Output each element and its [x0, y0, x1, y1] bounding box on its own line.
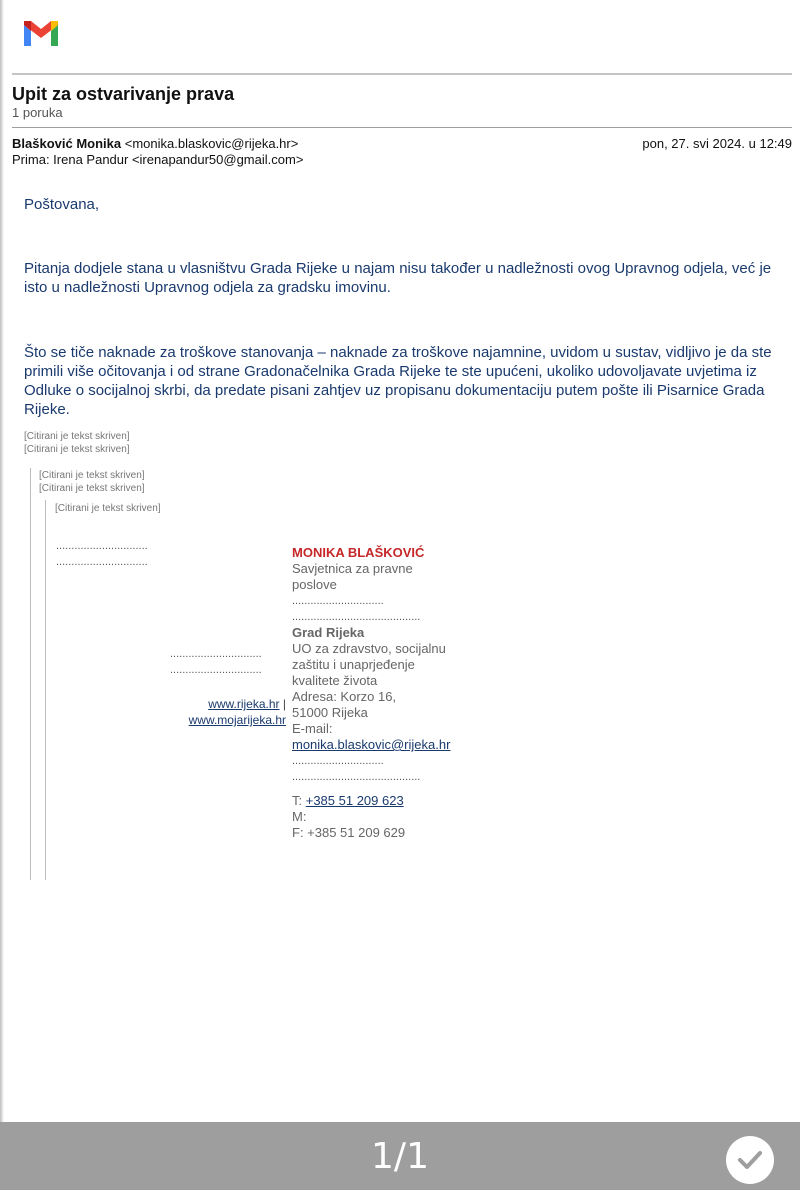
signature-title: Savjetnica za pravne poslove [292, 561, 413, 592]
viewer-bottom-bar [0, 1122, 800, 1190]
signature-dots: .............................. [292, 755, 384, 767]
quote-bar [45, 500, 46, 880]
link-mojarijeka[interactable]: www.mojarijeka.hr [188, 713, 286, 727]
sender-name: Blašković Monika [12, 136, 122, 151]
email-greeting: Poštovana, [24, 196, 100, 213]
signature-fax: F: +385 51 209 629 [292, 825, 406, 840]
sender [12, 136, 298, 151]
signature-dots: .............................. [56, 540, 148, 552]
page-indicator: 1/1 [371, 1136, 429, 1177]
quoted-text-toggle[interactable]: [Citirani je tekst skriven] [39, 470, 145, 481]
quoted-text-toggle[interactable]: [Citirani je tekst skriven] [24, 444, 130, 455]
signature-dots: .............................. [170, 648, 262, 660]
phone-link[interactable]: +385 51 209 623 [305, 793, 404, 808]
quoted-text-toggle[interactable]: [Citirani je tekst skriven] [39, 483, 145, 494]
sender-email: <monika.blaskovic@rijeka.hr> [124, 136, 299, 151]
link-separator: | [279, 697, 286, 711]
quoted-text-toggle[interactable]: [Citirani je tekst skriven] [55, 503, 161, 514]
signature-name: MONIKA BLAŠKOVIĆ [292, 545, 425, 560]
email-paragraph-2: Što se tiče naknade za troškove stanovanja – naknade za troškove najamnine, uvidom u sustav, vidljivo je da ste primili više očitovanja i od strane Gradonačelnika Grada Rijeke te ste upućeni, ukoliko udovoljavate uvjetima iz Odluke o socijalnoj skrbi, da predate pisani zahtjev uz propisanu dokumentaciju putem pošte ili Pisarnice Grada Rijeke. [24, 344, 772, 418]
message-count: 1 poruka [12, 105, 63, 120]
link-rijeka[interactable]: www.rijeka.hr [208, 697, 280, 711]
email-paragraph-1: Pitanja dodjele stana u vlasništvu Grada Rijeke u najam nisu također u nadležnosti ovog Upravnog odjela, već je isto u nadležnosti Upravnog odjela za gradsku imovinu. [24, 260, 772, 296]
signature-dots: .......................................... [292, 771, 421, 783]
checkmark-icon[interactable] [726, 1136, 774, 1184]
page-edge-shadow [0, 0, 4, 1122]
signature-address: Adresa: Korzo 16, 51000 Rijeka [292, 689, 397, 720]
recipient: Prima: Irena Pandur <irenapandur50@gmail.com> [12, 152, 304, 167]
signature-email-label: E-mail: [292, 721, 333, 736]
signature-links [168, 696, 286, 728]
quote-bar [30, 468, 31, 880]
signature-dept: UO za zdravstvo, socijalnu zaštitu i unaprjeđenje kvalitete života [292, 641, 446, 688]
quoted-text-toggle[interactable]: [Citirani je tekst skriven] [24, 431, 130, 442]
email-signature [292, 545, 492, 841]
signature-dots: .............................. [56, 556, 148, 568]
signature-org: Grad Rijeka [292, 625, 365, 640]
divider [12, 73, 792, 75]
gmail-logo-icon [12, 4, 70, 62]
signature-dots: .............................. [170, 664, 262, 676]
divider [12, 127, 792, 128]
email-subject: Upit za ostvarivanje prava [12, 84, 235, 104]
signature-email-link[interactable]: monika.blaskovic@rijeka.hr [292, 737, 451, 752]
signature-phone [292, 793, 492, 809]
email-date: pon, 27. svi 2024. u 12:49 [642, 136, 792, 151]
signature-mobile: M: [292, 809, 307, 824]
phone-label: T: [292, 793, 306, 808]
signature-dots: .......................................... [292, 611, 421, 623]
signature-dots: .............................. [292, 595, 384, 607]
